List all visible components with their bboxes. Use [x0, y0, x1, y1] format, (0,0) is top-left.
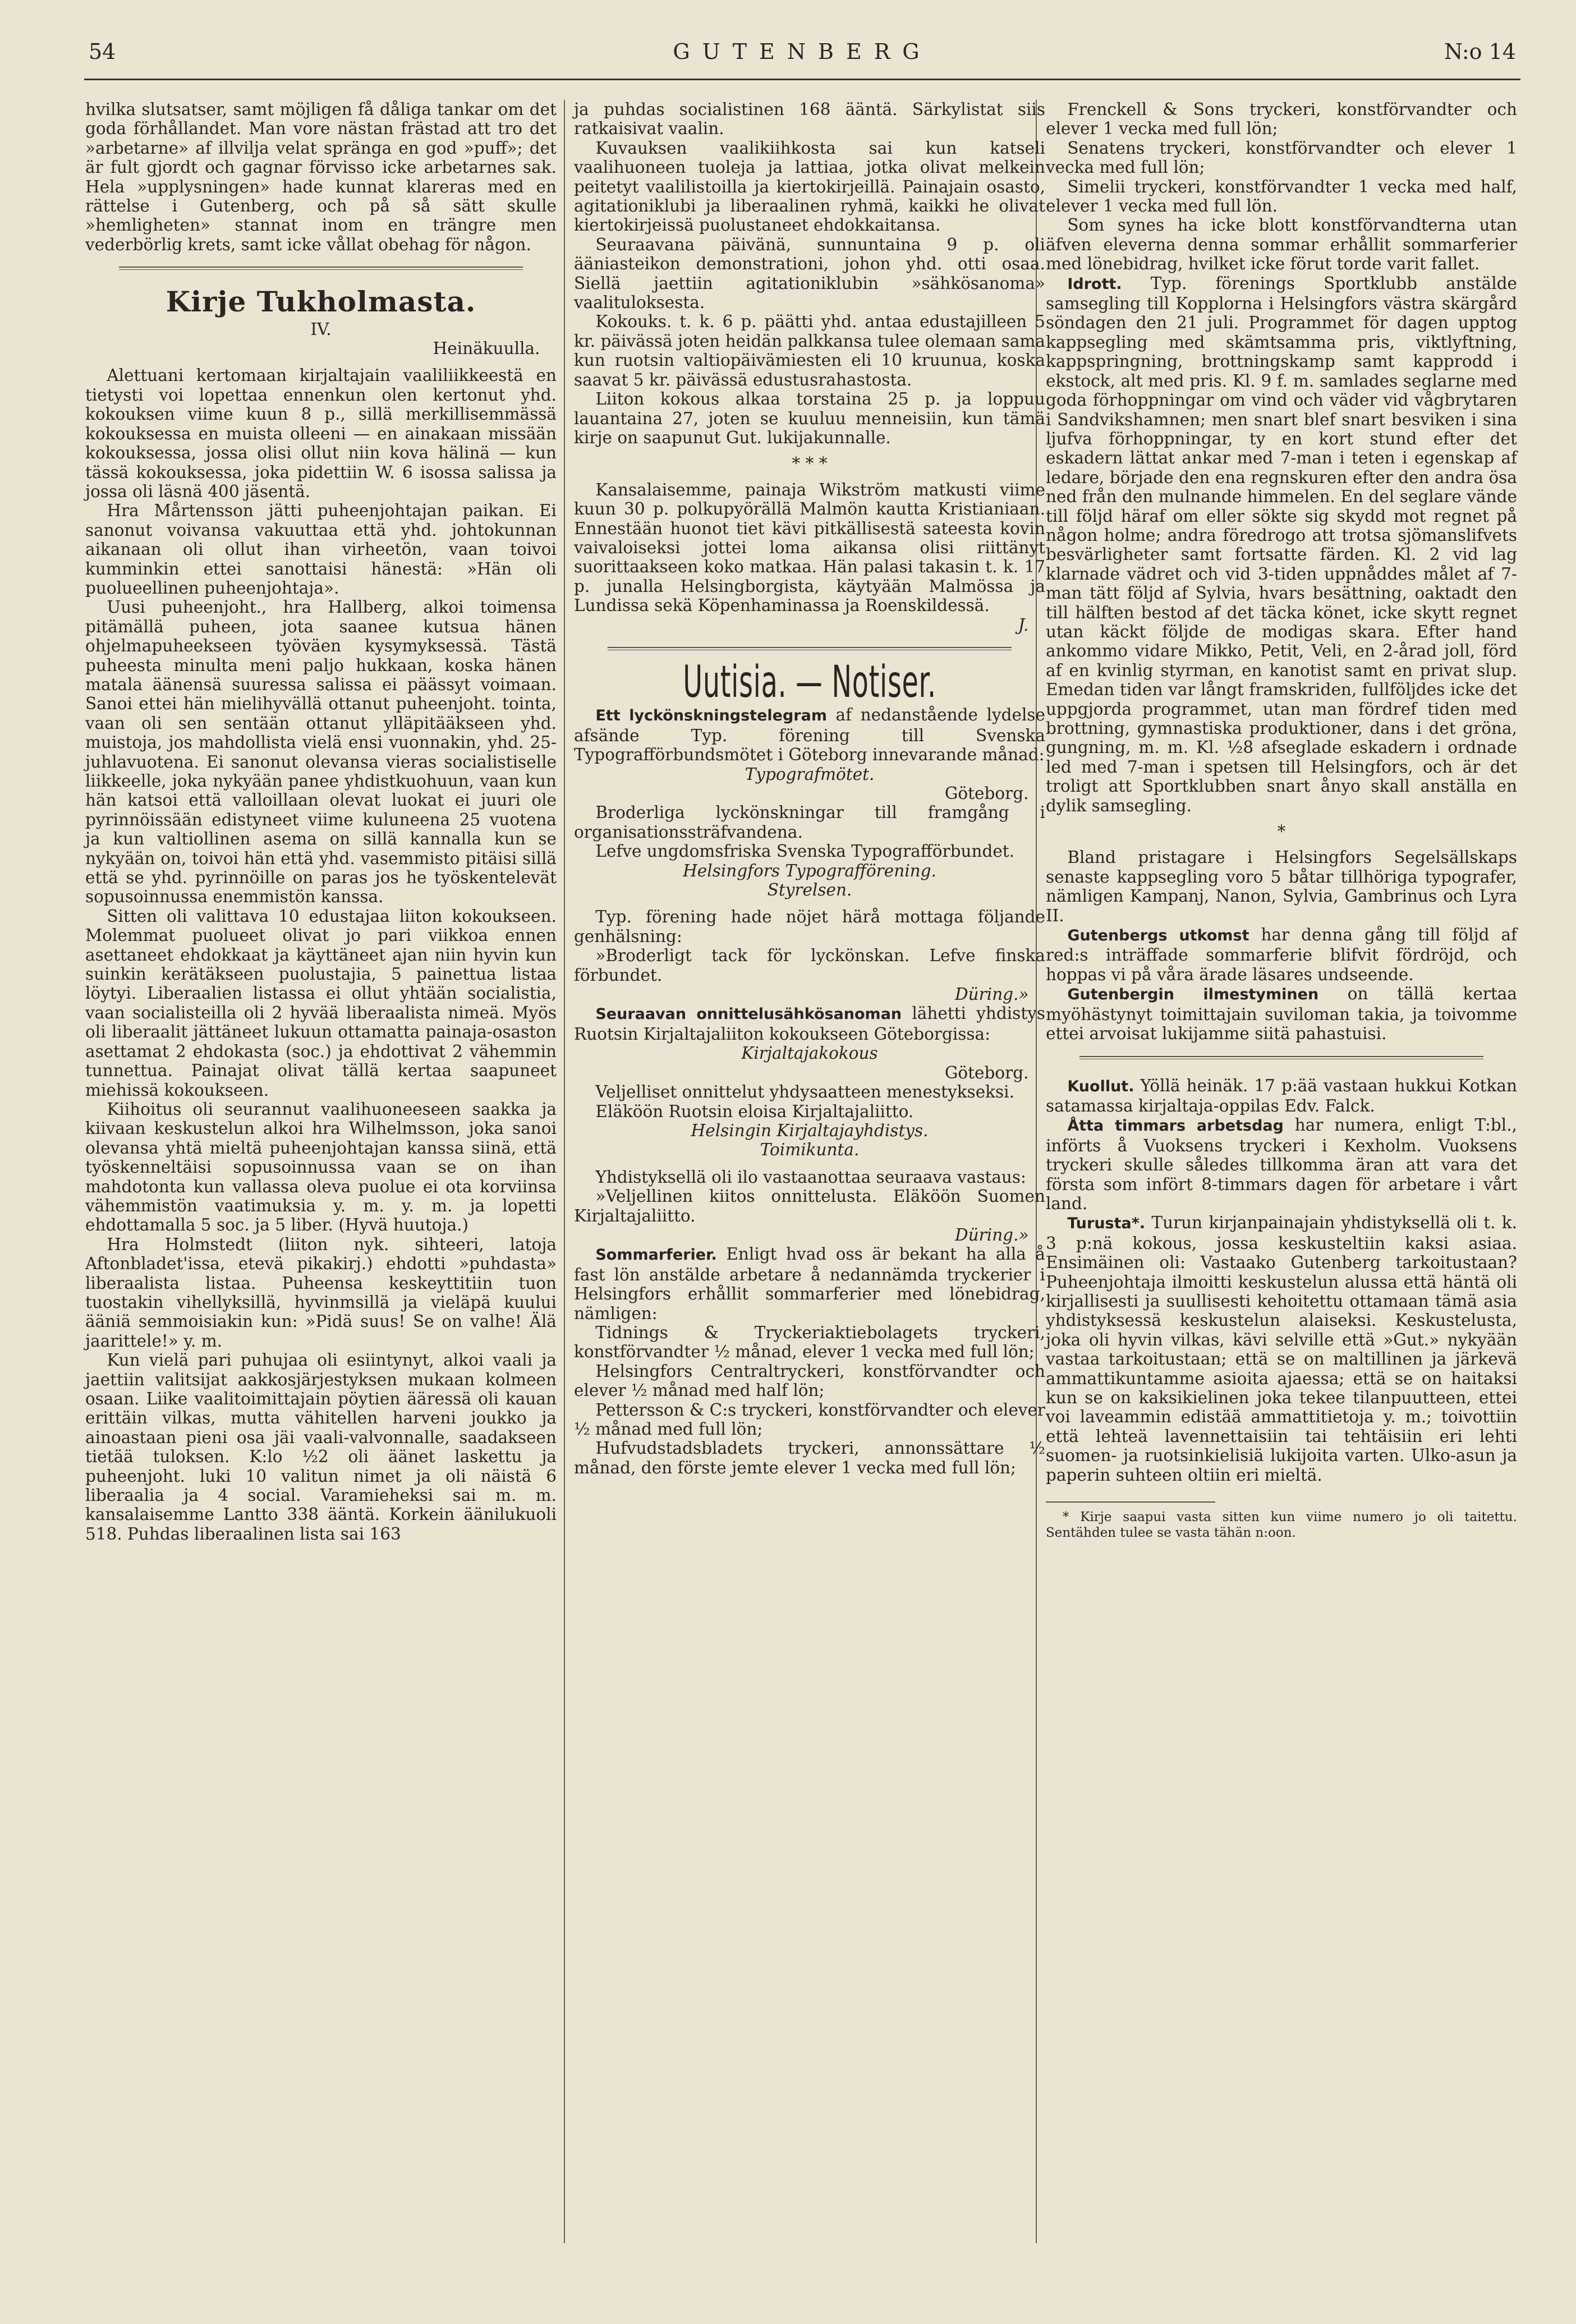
item-text: har denna gång till följd af red:s inträffade sommarferie blifvit fördröjd, och hoppas vi på våra ärade läsares undseende.: [1046, 925, 1517, 984]
item-text: Turun kirjanpainajain yhdistyksellä oli t. k. 3 p:nä kokous, jossa keskusteltiin kaksi asiaa. Ensimäinen oli: Vastaako Gutenberg tarkoitustaan? Puheenjohtaja ilmoitti keskustelun alussa että häntä oli kirjallisesti ja suullisesti kehoitettu ottamaan tämä asia yhdistyksessä keskustelun alaiseksi. Keskustelusta, joka oli hyvin vilkas, kävi selville että »Gut.» nykyään vastaa tarkoitustaan; että se on maltillinen ja järkevä ammattikuntamme asioita ajaessa; että se on haitaksi kun se on kaksikielinen joka tekee tilanpuutteen, ettei voi laveammin edistää ammattitietoja y. m.; toivottiin että lehteä lavennettaisiin tai tehtäisiin eri lehti suomen- ja ruotsinkielisiä lukijoita varten. Ulko-asun ja paperin suhteen oltiin eri mieltä.: [1046, 1213, 1517, 1485]
list-item: Pettersson & C:s tryckeri, konstförvandter och elever ½ månad med full lön;: [574, 1400, 1046, 1439]
telegram-signature: Helsingin Kirjaltajayhdistys.: [691, 1120, 929, 1140]
telegram-text: Veljelliset onnittelut yhdysaatteen menestykseksi.: [595, 1082, 1014, 1102]
article-title: Kirje Tukholmasta.: [166, 285, 476, 319]
dateline: Heinäkuulla.: [433, 339, 540, 359]
item-lead: Åtta timmars arbetsdag: [1067, 1117, 1284, 1135]
item-lead: Ett lyckönskningstelegram: [595, 707, 827, 725]
telegram-text: Broderliga lyckönskningar till framgång i organisationssträfvandena.: [574, 803, 1045, 842]
item-lead: Gutenbergin ilmestyminen: [1067, 986, 1319, 1004]
page-header: [84, 35, 1520, 74]
article-paragraph: Alettuani kertomaan kirjaltajain vaaliliikkeestä en tietysti voi lopettaa ennenkun olen kertonut yhd. kokouksen viime kuun 8 p., sillä merkillisemmässä kokouksessa en muista olleeni — en ainakaan missään kokouksessa, jossa olisi ollut niin kova hälinä — kun tässä kokouksessa, joka pidettiin W. 6 isossa salissa ja jossa oli läsnä 400 jäsentä.: [85, 366, 557, 501]
list-item: Tidnings & Tryckeriaktiebolagets tryckeri, konstförvandter ½ månad, elever 1 vecka med full lön;: [574, 1322, 1045, 1362]
telegram-city: Göteborg.: [944, 784, 1029, 803]
header-rule: [84, 79, 1520, 80]
item-lead: Idrott.: [1067, 275, 1122, 293]
reply-intro: Yhdistyksellä oli ilo vastaanottaa seuraava vastaus:: [595, 1167, 1026, 1187]
signature: J.: [1018, 615, 1029, 635]
footnote-rule: [1046, 1501, 1215, 1503]
item-text: on tällä kertaa myöhästynyt toimittajain suviloman takia, ja toivomme ettei arvoisat lukijamme siitä pahastuisi.: [1046, 984, 1517, 1044]
article-continuation: ja puhdas socialistinen 168 ääntä. Särkylistat siis ratkaisivat vaalin.: [574, 100, 1045, 139]
list-item: Simelii tryckeri, konstförvandter 1 vecka med half, elever 1 vecka med full lön.: [1046, 177, 1517, 216]
item-lead: Kuollut.: [1067, 1077, 1134, 1095]
article-paragraph: Hra Mårtensson jätti puheenjohtajan paikan. Ei sanonut voivansa vakuuttaa että yhd. johtokunnan aikanaan oli ollut ihan virheetön, vaan toivoi kumminkin ettei sanottaisi hänestä: »Hän oli puolueellinen puheenjohtaja».: [85, 501, 557, 598]
telegram-city: Göteborg.: [944, 1063, 1029, 1082]
item-lead: Gutenbergs utkomst: [1067, 927, 1249, 945]
issue-number: N:o 14: [1444, 39, 1516, 64]
section-rule: [608, 647, 1012, 650]
list-item: Frenckell & Sons tryckeri, konstförvandter och elever 1 vecka med full lön;: [1046, 100, 1517, 139]
telegram-text: Lefve ungdomsfriska Svenska Typografförbundet.: [595, 842, 1015, 861]
footnote: * Kirje saapui vasta sitten kun viime numero jo oli taitettu. Sentähden tulee se vasta tähän n:oon.: [1046, 1510, 1517, 1541]
reply-text: »Veljellinen kiitos onnittelusta. Eläköön Suomen Kirjaltajaliitto.: [574, 1187, 1045, 1225]
column-1: [85, 100, 557, 1544]
article-paragraph: Kiihoitus oli seurannut vaalihuoneeseen saakka ja kiivaan keskustelun alkoi hra Wilhelmsson, joka sanoi olevansa yhtä mieltä puheenjohtajan kanssa siinä, että työskenneltäisi sopusoinnussa vaan se on ihan mahdotonta kun vallassa oleva puolue ei ota korviinsa vähemmistön vaatimuksia y. m. y. m. ja lopetti ehdottamalla 5 soc. ja 5 liber. (Hyvä huutoja.): [85, 1099, 557, 1235]
list-item: Hufvudstadsbladets tryckeri, annonssättare ½ månad, den förste jemte elever 1 vecka med full lön;: [574, 1439, 1045, 1477]
telegram-signature: Helsingfors Typografförening.: [683, 861, 936, 880]
section-rule: [1079, 1056, 1483, 1059]
item-text: Typ. förenings Sportklubb anstälde samsegling till Kopplorna i Helsingfors västra skärgård söndagen den 21 juli. Programmet för dagen upptog kappsegling med skämtsamma pris, viktlyftning, kappspringning, brottningskamp samt kapprodd i ekstock, alt med pris. Kl. 9 f. m. samlades seglarne med goda förhoppningar om vind och väder vid vågbrytaren i Sandvikshamnen; men snart blef snart besviken i sina ljufva förhoppningar, ty en kort stund efter det eskadern lättat ankar med 7-man i teten i egenskap af ledare, började den ena regnskuren efter den andra ösa ned från den mulnande himmelen. En del seglare vände till följd häraf om eller sökte sig skydd mot regnet på någon holme; andra föredrogo att trotsa sjömanslifvets besvärligheter samt fortsatte färden. Kl. 2 vid lag klarnade vädret och vid 3-tiden uppnåddes målet af 7-man tätt följd af Sylvia, hvars besättning, oaktadt den till hälften bestod af det täcka könet, icke skytt regnet utan käckt följde de modigas skara. Efter hand ankommo vidare Mikko, Petit, Veli, en 2-årad joll, förd af en kvinlig styrman, en kanotist samt en privat slup. Emedan tiden var långt framskriden, fullföljdes icke det uppgjorda programmet, utan man fördref tiden med brottning, gymnastiska produktioner, dans i det gröna, gungning, m. m. Kl. ½8 afseglade eskadern i ordnade led med 7-man i spetsen till Helsingfors, och är det troligt att Sportklubben snart ånyo skall anställa en dylik samsegling.: [1046, 273, 1517, 815]
article-paragraph: Uusi puheenjoht., hra Hallberg, alkoi toimensa pitämällä puheen, jota saanee kutsua hänen ohjelmapuheekseen työväen kysymyksessä. Tästä puheesta minulta meni paljo hukkaan, koska hänen matala äänensä suuressa salissa ei päässyt voimaan. Sanoi ettei hän mielihyvällä ottanut puheenjoht. tointa, vaan oli sen sentään ottanut ylläpitääkseen yhd. muistoja, jos mahdollista vielä ensi vuonnakin, yhd. 25-juhlavuotena. Ei sanonut olevansa vieras socialistiselle liikkeelle, joka nykyään panee yhdistkuohuun, vaan kun hän katsoi että valloillaan olevat luokat ei juuri ole pyrinnöissään edistyneet viime kuluneena 25 vuotena ja kun valtiollinen asema on sillä kannalla kun se nykyään on, toivoi hän että yhd. vasemmisto pitäisi sillä että se yhd. pyrinnöille on paras jos he työskentelevät sopusoinnussa enemmistön kanssa.: [85, 598, 557, 907]
column-2: [574, 100, 1045, 1477]
item-lead: Seuraavan onnittelusähkösanoman: [595, 1005, 902, 1023]
item-text: Enligt hvad oss är bekant ha alla å fast lön anstälde arbetare å nedannämda tryckerier i Helsingfors erhållit sommarferier med lönebidrag, nämligen:: [574, 1244, 1045, 1323]
reply-intro: Typ. förening hade nöjet härå mottaga följande genhälsning:: [574, 907, 1045, 946]
section-rule: [119, 267, 523, 270]
telegram-address: Kirjaltajakokous: [741, 1044, 878, 1063]
article-paragraph: Seuraavana päivänä, sunnuntaina 9 p. oli ääniasteikon demonstrationi, johon yhd. otti osaa. Siellä jaettiin agitationiklubin »sähkösanoma» vaalituloksesta.: [574, 235, 1045, 313]
list-item: Senatens tryckeri, konstförvandter och elever 1 vecka med full lön;: [1046, 138, 1517, 177]
item-text: Yöllä heinäk. 17 p:ää vastaan hukkui Kotkan satamassa kirjaltaja-oppilas Edv. Falck.: [1046, 1076, 1517, 1115]
telegram-signature: Toimikunta.: [760, 1140, 860, 1160]
article-paragraph: Kansalaisemme, painaja Wikström matkusti viime kuun 30 p. polkupyörällä Malmön kautta Kristianiaan. Ennestään huonot tiet kävi pitkällisestä sateesta kovin vaivaloiseksi jottei loma aikansa olisi riittänyt suorittaakseen koko matkaa. Hän palasi takasin t. k. 17 p. junalla Helsingborgista, käytyään Malmössa ja Lundissa sekä Köpenhaminassa ja Roenskildessä.: [574, 480, 1045, 616]
telegram-text: Eläköön Ruotsin eloisa Kirjaltajaliitto.: [595, 1101, 914, 1121]
telegram-address: Typografmötet.: [745, 764, 875, 784]
asterism: * * *: [792, 454, 828, 474]
item-lead: Sommarferier.: [595, 1246, 717, 1264]
reply-signature: Düring.»: [955, 1225, 1029, 1244]
article-paragraph: Sitten oli valittava 10 edustajaa liiton kokoukseen. Molemmat puolueet olivat jo pari viikkoa ennen asettaneet ehdokkaat ja käyttäneet ajan niin hyvin kun suinkin kerätäkseen puolustajia, 5 painettua listaa löytyi. Liberaalien listassa ei ollut yhtään socialistia, vaan socialisteilla oli 2 hyvää liberaalista nimeä. Myös oli liberaalit jättäneet lukuun ottamatta painaja-osaston asettamat 2 ehdokasta (soc.) ja ehdottivat 2 vähemmin tunnettua. Painajat olivat tällä kertaa saapuneet miehissä kokoukseen.: [85, 906, 557, 1100]
column-divider-1: [564, 100, 565, 2243]
item-lead: Turusta*.: [1067, 1215, 1146, 1233]
article-paragraph: Hra Holmstedt (liiton nyk. sihteeri, latoja Aftonbladet'issa, etevä pikakirj.) ehdotti »puhdasta» liberaalista listaa. Puheensa keskeyttitiin tuon tuostakin vihellyksillä, hyvinmsillä ja vieläpä kuului ääniä semmoisiakin kun: »Pidä suus! Se on valhe! Älä jaarittele!» y. m.: [85, 1234, 557, 1351]
col1-intro: hvilka slutsatser, samt möjligen få dåliga tankar om det goda förhållandet. Man vore nästan frästad att tro det »arbetarne» af illvilja velat spränga en god »puff»; det är fult gjordt och gagnar förvisso icke arbetarnes sak. Hela »upplysningen» hade kunnat klareras med en rättelse i Gutenberg, och på så sätt skulle »hemligheten» stannat inom en trängre men vederbörlig krets, samt icke vållat obehag för någon.: [85, 100, 557, 254]
news-section-title: Uutisia. — Notiser.: [683, 656, 936, 708]
article-paragraph: Kokouks. t. k. 6 p. päätti yhd. antaa edustajilleen 5 kr. päivässä joten heidän palkkansa tulee olemaan sama kun ruotsin valtiopäivämiesten eli 10 kruunua, koska saavat 5 kr. päivässä edustusrahastosta.: [574, 312, 1045, 389]
item-text: Som synes ha icke blott konstförvandterna utan äfven eleverna denna sommar erhållit sommarferier med lönebidrag, hvilket icke förut torde varit fallet.: [1046, 215, 1517, 274]
item-text: af nedanstående lydelse afsände Typ. förening till Svenska Typografförbundsmötet i Göteborg innevarande månad:: [574, 705, 1045, 765]
masthead-title: GUTENBERG: [673, 39, 932, 64]
item-text: har numera, enligt T:bl., införts å Vuoksens tryckeri i Kexholm. Vuoksens tryckeri skulle således tillkomma äran att vara det första som infört 8-timmars dagen för arbetare i vårt land.: [1046, 1115, 1517, 1213]
list-item: Helsingfors Centraltryckeri, konstförvandter och elever ½ månad med half lön;: [574, 1361, 1045, 1400]
article-paragraph: Kuvauksen vaalikiihkosta sai kun katseli vaalihuoneen tuoleja ja lattiaa, jotka olivat melkein peitetyt vaalilistoilla ja kiertokirjeillä. Painajain osasto, agitationiklubi ja liberaalinen ryhmä, kaikki he olivat kiertokirjeissä puolustaneet ehdokkaitansa.: [574, 138, 1045, 235]
item-text: Bland pristagare i Helsingfors Segelsällskaps senaste kappsegling voro 5 båtar tillhöriga typografer, nämligen Kampanj, Nanon, Sylvia, Gambrinus och Lyra II.: [1046, 848, 1517, 925]
page-number: 54: [89, 39, 116, 64]
article-number: IV.: [310, 319, 332, 339]
reply-signature: Düring.»: [955, 985, 1029, 1004]
telegram-signature: Styrelsen.: [767, 880, 852, 900]
column-3: [1046, 100, 1517, 1541]
reply-text: »Broderligt tack för lyckönskan. Lefve finska förbundet.: [574, 946, 1045, 985]
item-text: lähetti yhdistys Ruotsin Kirjaltajaliiton kokoukseen Göteborgissa:: [574, 1004, 1045, 1044]
asterism: *: [1277, 822, 1286, 842]
article-paragraph: Kun vielä pari puhujaa oli esiintynyt, alkoi vaali ja jaettiin valitsijat aakkosjärjestyksen mukaan kolmeen osaan. Liike vaalitoimittajain pöytien ääressä oli kauan erittäin vilkas, mutta vähitellen harveni joukko ja ainoastaan pieni osa jäi vaali-valvonnalle, saadakseen tietää tuloksen. K:lo ½2 oli äänet laskettu ja puheenjoht. luki 10 valitun nimet ja oli näistä 6 liberaalia ja 4 social. Varamieheksi sai m. m. kansalaisemme Lantto 338 ääntä. Korkein äänilukuoli 518. Puhdas liberaalinen lista sai 163: [85, 1351, 557, 1544]
article-paragraph: Liiton kokous alkaa torstaina 25 p. ja loppuu lauantaina 27, joten se kuuluu menneisiin, kun tämä kirje on saapunut Gut. lukijakunnalle.: [574, 389, 1045, 447]
